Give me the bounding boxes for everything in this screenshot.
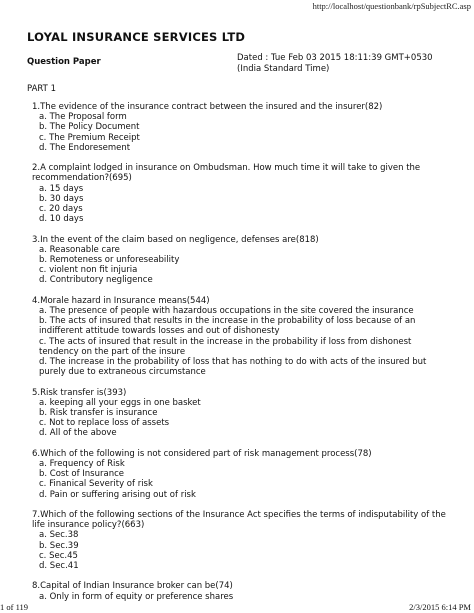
timezone-line: (India Standard Time) xyxy=(237,63,330,74)
question-item xyxy=(32,163,452,224)
question-item xyxy=(32,296,452,378)
dated-line: Dated : Tue Feb 03 2015 18:11:39 GMT+0530 xyxy=(237,53,433,63)
question-list xyxy=(32,102,452,612)
question-text: 6.Which of the following is not considered part of risk management process(78) xyxy=(32,448,372,459)
option: b. Remoteness or unforeseability xyxy=(39,255,180,266)
question-item xyxy=(32,510,452,571)
option: b. The acts of insured that results in the increase in the probability of loss because of an indifferent attitude towards losses and out of dishonesty xyxy=(39,316,416,337)
question-text: 4.Morale hazard in Insurance means(544) xyxy=(32,295,210,306)
option: d. The Endoresement xyxy=(39,142,131,153)
question-text: 2.A complaint lodged in insurance on Ombudsman. How much time it will take to given the recommendation?(695) xyxy=(32,163,421,184)
option: a. Sec.38 xyxy=(39,530,79,541)
option: c. 20 days xyxy=(39,204,83,215)
option: a. Only in form of equity or preference shares xyxy=(39,591,234,602)
question-item xyxy=(32,388,452,439)
question-text: 8.Capital of Indian Insurance broker can be(74) xyxy=(32,581,233,592)
question-item xyxy=(32,102,452,153)
option: c. Not to replace loss of assets xyxy=(39,418,170,429)
option: b. The Policy Document xyxy=(39,122,140,133)
question-item xyxy=(32,235,452,286)
option: c. violent non fit injuria xyxy=(39,265,138,276)
option: a. Frequency of Risk xyxy=(39,459,125,470)
option: a. keeping all your eggs in one basket xyxy=(39,397,201,408)
option: c. The Premium Receipt xyxy=(39,132,140,143)
option: d. Contributory negligence xyxy=(39,275,153,286)
option: a. Reasonable care xyxy=(39,244,120,255)
option: d. Sec.41 xyxy=(39,561,79,572)
option: c. Finanical Severity of risk xyxy=(39,479,153,490)
question-item xyxy=(32,581,452,601)
option: a. The Proposal form xyxy=(39,112,127,123)
option: b. Risk transfer is insurance xyxy=(39,408,158,419)
question-text: 3.In the event of the claim based on negligence, defenses are(818) xyxy=(32,234,319,245)
option: a. The presence of people with hazardous occupations in the site covered the insurance xyxy=(39,306,414,317)
option: a. 15 days xyxy=(39,183,84,194)
option: d. The increase in the probability of loss that has nothing to do with acts of the insured but purely due to extraneous circumstance xyxy=(39,357,427,378)
question-text: 7.Which of the following sections of the Insurance Act specifies the terms of indisputability of the life insurance policy?(663) xyxy=(32,510,446,531)
option: b. Sec.39 xyxy=(39,540,79,551)
dated-block xyxy=(237,53,433,74)
option: c. Sec.45 xyxy=(39,550,78,561)
option: c. The acts of insured that result in the increase in the probability if loss from dishonest tendency on the part of the insure xyxy=(39,336,412,357)
option: b. Cost of Insurance xyxy=(39,469,124,480)
page-counter: 1 of 119 xyxy=(0,602,29,612)
company-title: LOYAL INSURANCE SERVICES LTD xyxy=(27,30,246,44)
print-datetime: 2/3/2015 6:14 PM xyxy=(409,602,471,612)
question-text: 1.The evidence of the insurance contract between the insured and the insurer(82) xyxy=(32,102,383,112)
part-heading: PART 1 xyxy=(27,84,56,94)
question-paper-label: Question Paper xyxy=(27,57,101,67)
option: d. 10 days xyxy=(39,214,84,225)
question-item xyxy=(32,449,452,500)
option: d. Pain or suffering arising out of risk xyxy=(39,489,196,500)
option: d. All of the above xyxy=(39,428,117,439)
question-text: 5.Risk transfer is(393) xyxy=(32,387,127,398)
page-url: http://localhost/questionbank/rpSubjectRC.asp xyxy=(312,1,471,11)
option: b. 30 days xyxy=(39,193,84,204)
